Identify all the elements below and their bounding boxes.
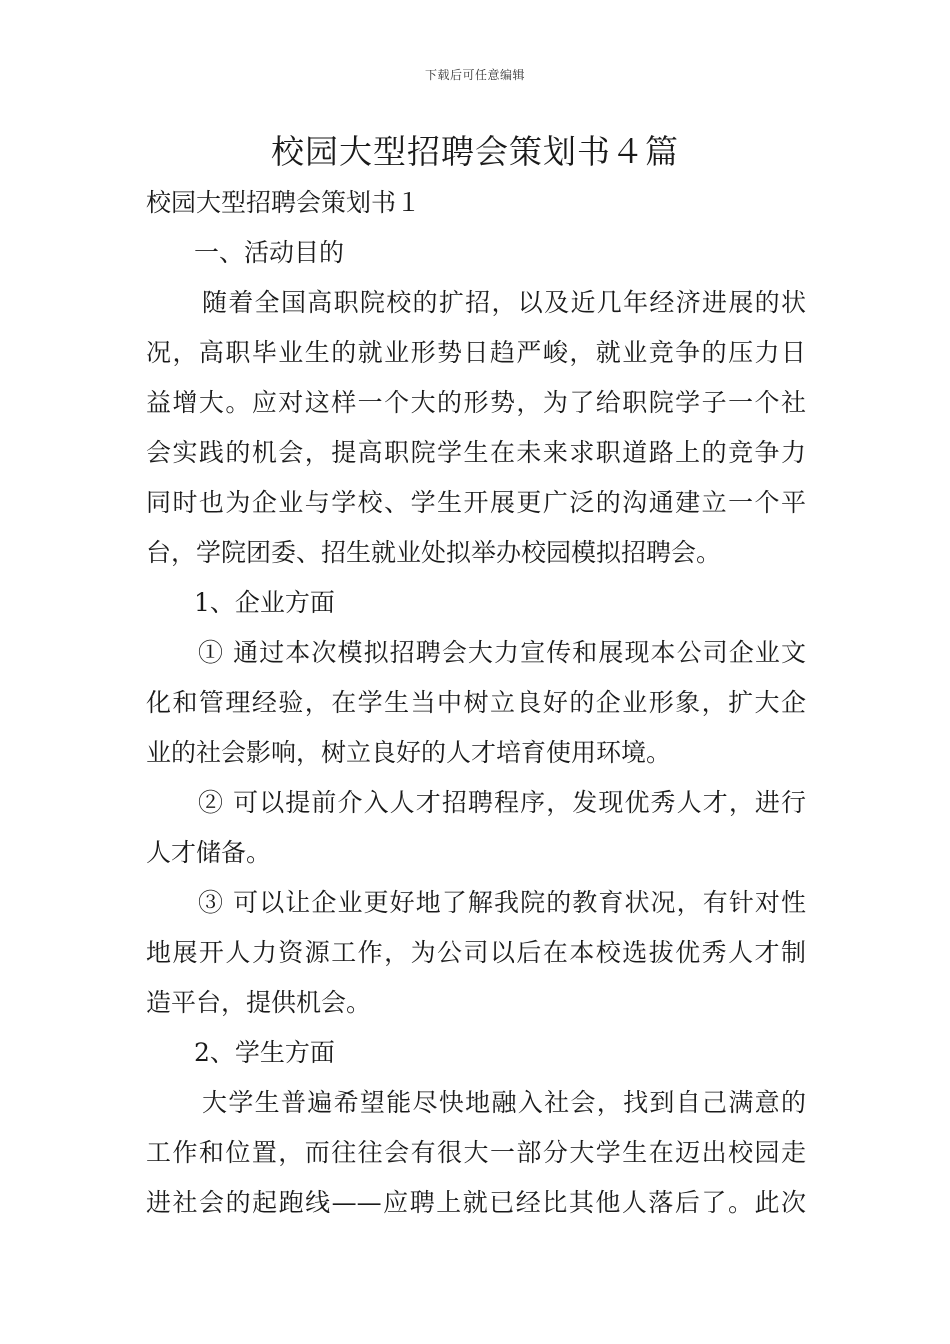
body-text-line: 随着全国高职院校的扩招，以及近几年经济进展的状 (202, 288, 806, 317)
body-text-line: 况，高职毕业生的就业形势日趋严峻，就业竞争的压力日 (146, 338, 806, 367)
header-note: 下载后可任意编辑 (424, 68, 525, 82)
body-text-line: 工作和位置，而往往会有很大一部分大学生在迈出校园走 (146, 1138, 806, 1167)
document-body (146, 178, 806, 1228)
body-text-line: 造平台，提供机会。 (146, 988, 372, 1017)
paragraph-lines (146, 228, 806, 1228)
section-heading: 一、活动目的 (194, 238, 345, 267)
body-text-line: 业的社会影响，树立良好的人才培育使用环境。 (146, 738, 672, 767)
body-text-line: 益增大。应对这样一个大的形势，为了给职院学子一个社 (146, 388, 806, 417)
section-heading: 1、企业方面 (194, 588, 335, 617)
section-subtitle: 校园大型招聘会策划书１ (146, 188, 422, 217)
body-text-line: ① 通过本次模拟招聘会大力宣传和展现本公司企业文 (198, 638, 806, 667)
body-text-line: ② 可以提前介入人才招聘程序，发现优秀人才，进行 (198, 788, 806, 817)
body-text-line: 台，学院团委、招生就业处拟举办校园模拟招聘会。 (146, 538, 722, 567)
document-title: 校园大型招聘会策划书４篇 (271, 132, 679, 171)
body-text-line: 化和管理经验，在学生当中树立良好的企业形象，扩大企 (146, 688, 806, 717)
body-text-line: 大学生普遍希望能尽快地融入社会，找到自己满意的 (202, 1088, 806, 1117)
body-text-line: 同时也为企业与学校、学生开展更广泛的沟通建立一个平 (146, 488, 806, 517)
body-text-line: 进社会的起跑线——应聘上就已经比其他人落后了。此次 (146, 1188, 806, 1217)
body-text-line: 地展开人力资源工作，为公司以后在本校选拔优秀人才制 (146, 938, 806, 967)
body-text-line: 会实践的机会，提高职院学生在未来求职道路上的竞争力 (146, 438, 806, 467)
body-text-line: 人才储备。 (146, 838, 272, 867)
section-heading: 2、学生方面 (194, 1038, 335, 1067)
body-text-line: ③ 可以让企业更好地了解我院的教育状况，有针对性 (198, 888, 806, 917)
